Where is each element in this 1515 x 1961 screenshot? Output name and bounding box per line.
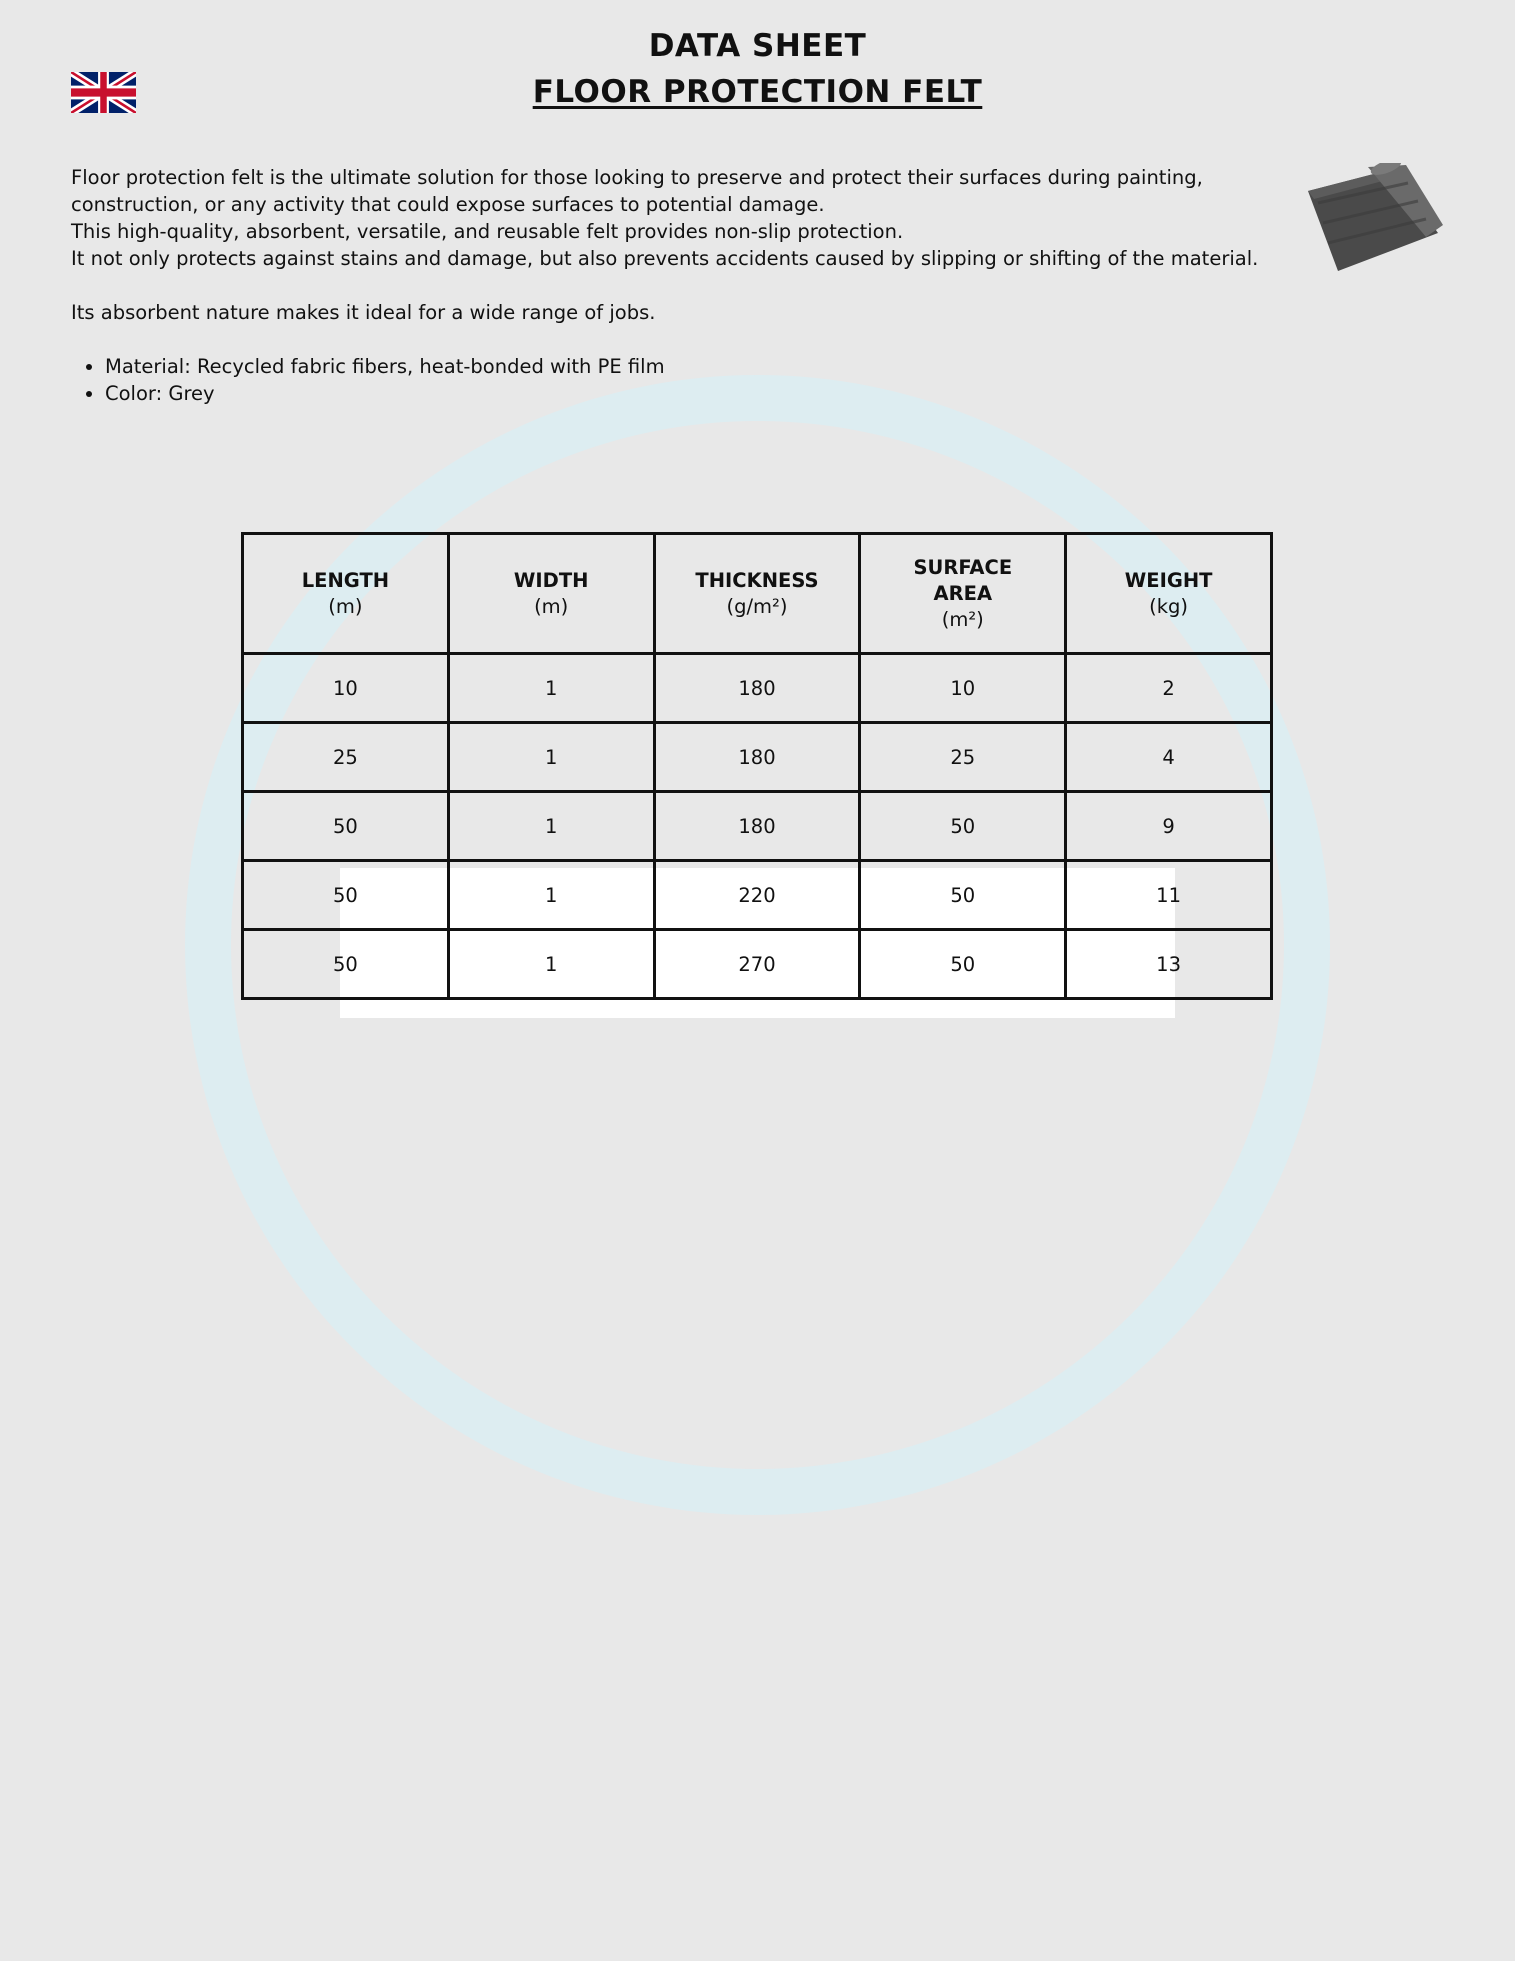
table-header-row [243,534,1272,654]
table-cell: 50 [860,930,1066,999]
table-cell: 25 [243,723,449,792]
product-title-text: FLOOR PROTECTION FELT [532,74,983,110]
product-title [0,74,1515,110]
table-row [243,654,1272,723]
table-cell: 180 [654,792,860,861]
table-cell: 1 [448,792,654,861]
table-cell: 2 [1066,654,1272,723]
table-cell: 180 [654,723,860,792]
table-row [243,792,1272,861]
feature-list [71,353,1271,407]
description-line: Its absorbent nature makes it ideal for a wide range of jobs. [71,301,656,324]
table-cell: 13 [1066,930,1272,999]
feature-color: • Color: Grey [105,380,1271,407]
table-cell: 270 [654,930,860,999]
header-surface-area: SURFACE AREA (m²) [860,534,1066,654]
feature-material: • Material: Recycled fabric fibers, heat-bonded with PE film [105,353,1271,380]
table-cell: 10 [860,654,1066,723]
header-width: WIDTH (m) [448,534,654,654]
header-weight: WEIGHT (kg) [1066,534,1272,654]
table-cell: 10 [243,654,449,723]
table-cell: 25 [860,723,1066,792]
table-cell: 1 [448,723,654,792]
description-line: This high-quality, absorbent, versatile, and reusable felt provides non-slip protection. [71,220,904,243]
description-line: Floor protection felt is the ultimate solution for those looking to preserve and protect their surfaces during painting, construction, or any activity that could expose surfaces to potential damage. [71,166,1203,216]
description [71,164,1271,407]
table-cell: 11 [1066,861,1272,930]
table-cell: 50 [243,861,449,930]
table-cell: 50 [860,792,1066,861]
table-cell: 1 [448,930,654,999]
table-cell: 180 [654,654,860,723]
table-cell: 1 [448,861,654,930]
header-thickness: THICKNESS (g/m²) [654,534,860,654]
felt-roll-icon [1308,163,1448,293]
table-cell: 50 [243,930,449,999]
table-cell: 4 [1066,723,1272,792]
table-row [243,861,1272,930]
table-cell: 220 [654,861,860,930]
header-length: LENGTH (m) [243,534,449,654]
table-cell: 1 [448,654,654,723]
description-line: It not only protects against stains and damage, but also prevents accidents caused by slipping or shifting of the material. [71,247,1259,270]
spec-table [241,532,1273,1000]
page-title: DATA SHEET [648,28,867,64]
table-cell: 50 [243,792,449,861]
table-row [243,723,1272,792]
table-row [243,930,1272,999]
table-cell: 9 [1066,792,1272,861]
table-cell: 50 [860,861,1066,930]
